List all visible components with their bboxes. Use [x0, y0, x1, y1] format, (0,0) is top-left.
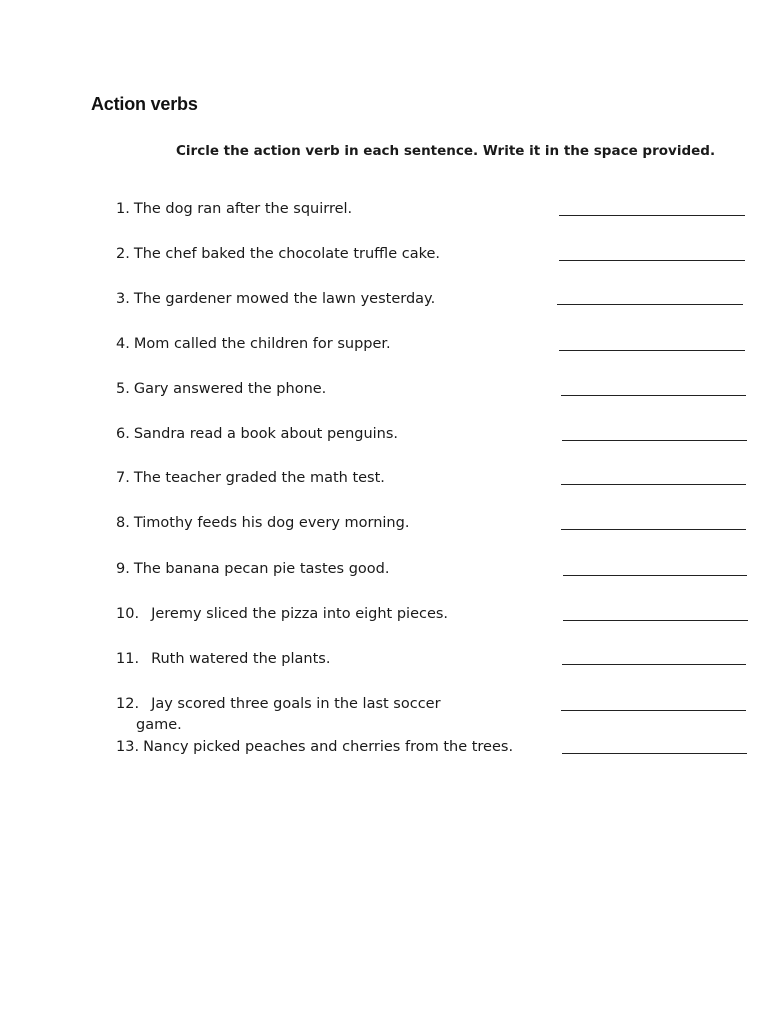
question-8 — [116, 513, 409, 534]
question-7 — [116, 468, 385, 489]
instructions: Circle the action verb in each sentence. Write it in the space provided. — [176, 143, 716, 159]
question-text: The banana pecan pie tastes good. — [133, 561, 390, 577]
question-number: 12. — [116, 696, 140, 712]
question-4 — [116, 334, 391, 355]
question-text: Jeremy sliced the pizza into eight pieces. — [151, 606, 449, 622]
answer-line-2[interactable] — [559, 260, 745, 261]
question-number: 6. — [116, 426, 130, 442]
question-11 — [116, 649, 330, 670]
answer-line-12[interactable] — [561, 710, 746, 711]
question-text-continuation: game. — [136, 717, 182, 733]
question-text: Ruth watered the plants. — [151, 651, 331, 667]
answer-line-7[interactable] — [561, 484, 746, 485]
question-number: 2. — [116, 246, 130, 262]
question-number: 13. — [116, 739, 140, 755]
question-3 — [116, 289, 435, 310]
question-10 — [116, 604, 448, 625]
question-text: Jay scored three goals in the last soccer — [151, 696, 441, 712]
question-1 — [116, 199, 352, 220]
answer-line-5[interactable] — [561, 395, 746, 396]
question-text: Nancy picked peaches and cherries from the trees. — [143, 739, 514, 755]
page-title: Action verbs — [91, 94, 198, 114]
question-number: 11. — [116, 651, 140, 667]
question-number: 8. — [116, 515, 130, 531]
question-text: Timothy feeds his dog every morning. — [133, 515, 410, 531]
question-text: Mom called the children for supper. — [133, 336, 391, 352]
answer-line-1[interactable] — [559, 215, 745, 216]
answer-line-3[interactable] — [557, 304, 743, 305]
question-12 — [116, 694, 441, 736]
question-text: The gardener mowed the lawn yesterday. — [133, 291, 436, 307]
question-number: 5. — [116, 381, 130, 397]
question-text: The teacher graded the math test. — [133, 470, 385, 486]
question-13 — [116, 737, 513, 758]
question-number: 1. — [116, 201, 130, 217]
question-number: 9. — [116, 561, 130, 577]
question-number: 7. — [116, 470, 130, 486]
question-text: Gary answered the phone. — [133, 381, 327, 397]
question-6 — [116, 424, 398, 445]
question-9 — [116, 559, 389, 580]
question-number: 10. — [116, 606, 140, 622]
question-5 — [116, 379, 326, 400]
question-text: Sandra read a book about penguins. — [133, 426, 399, 442]
answer-line-4[interactable] — [559, 350, 745, 351]
question-text: The chef baked the chocolate truffle cake. — [133, 246, 440, 262]
question-number: 4. — [116, 336, 130, 352]
question-text: The dog ran after the squirrel. — [133, 201, 353, 217]
answer-line-13[interactable] — [562, 753, 747, 754]
answer-line-9[interactable] — [563, 575, 747, 576]
answer-line-6[interactable] — [562, 440, 747, 441]
question-2 — [116, 244, 440, 265]
answer-line-8[interactable] — [561, 529, 746, 530]
answer-line-10[interactable] — [563, 620, 748, 621]
answer-line-11[interactable] — [562, 664, 746, 665]
question-number: 3. — [116, 291, 130, 307]
